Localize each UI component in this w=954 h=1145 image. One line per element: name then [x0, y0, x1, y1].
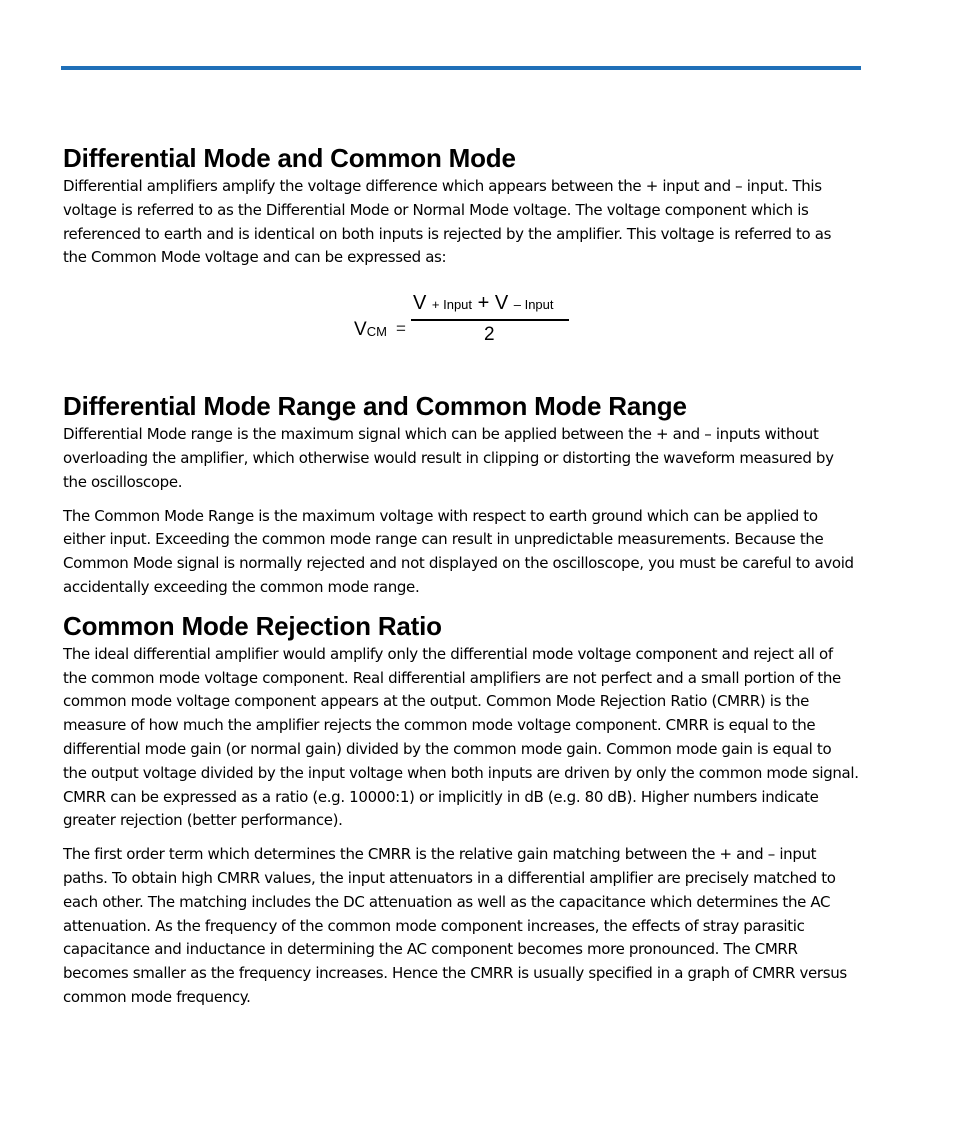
formula-lhs: $V_{CM}$ [354, 319, 387, 341]
paragraph: The first order term which determines the CMRR is the relative gain matching between the + and – input paths. To obtain high CMRR values, the input attenuators in a differential amplifier are precisely matched to each other. The matching includes the DC attenuation as well as the capacitance which determines the AC attenuation. As the frequency of the common mode component increases, the effects of stray parasitic capacitance and inductance in determining the AC component becomes more pronounced. The CMRR becomes smaller as the frequency increases. Hence the CMRR is usually specified in a graph of CMRR versus common mode frequency. [63, 845, 847, 1006]
vcm-formula [63, 284, 859, 366]
paragraph: The ideal differential amplifier would amplify only the differential mode voltage component and reject all of the common mode voltage component. Real differential amplifiers are not perfect and a small portion of the common mode voltage component appears at the output. Common Mode Rejection Ratio (CMRR) is the measure of how much the amplifier rejects the common mode voltage component. CMRR is equal to the differential mode gain (or normal gain) divided by the common mode gain. Common mode gain is equal to the output voltage divided by the input voltage when both inputs are driven by only the common mode signal. CMRR can be expressed as a ratio (e.g. 10000:1) or implicitly in dB (e.g. 80 dB). Higher numbers indicate greater rejection (better performance). [63, 644, 859, 830]
document-body [63, 142, 859, 1020]
paragraph: Differential amplifiers amplify the voltage difference which appears between the + input and – input. This voltage is referred to as the Differential Mode or Normal Mode voltage. The voltage component which is referenced to earth and is identical on both inputs is rejected by the amplifier. This voltage is referred to as the Common Mode voltage and can be expressed as: [63, 177, 832, 267]
formula-numerator: V + Input + V – Input [413, 292, 554, 315]
heading-cmrr: Common Mode Rejection Ratio [63, 610, 442, 641]
formula-equals: = [396, 319, 406, 339]
paragraph: Differential Mode range is the maximum signal which can be applied between the + and – inputs without overloading the amplifier, which otherwise would result in clipping or distorting the waveform measured by the oscilloscope. [63, 425, 834, 491]
formula-denominator: 2 [484, 324, 495, 346]
heading-mode-ranges: Differential Mode Range and Common Mode Range [63, 391, 687, 422]
section-differential-common-mode [63, 142, 859, 366]
heading-differential-common-mode: Differential Mode and Common Mode [63, 143, 516, 173]
section-mode-ranges [63, 390, 859, 600]
fraction-bar [411, 319, 569, 321]
paragraph: The Common Mode Range is the maximum voltage with respect to earth ground which can be applied to either input. Exceeding the common mode range can result in unpredictable measurements. Because the Common Mode signal is normally rejected and not displayed on the oscilloscope, you must be careful to avoid accidentally exceeding the common mode range. [63, 506, 854, 596]
header-rule [61, 66, 861, 70]
section-cmrr [63, 610, 859, 1010]
